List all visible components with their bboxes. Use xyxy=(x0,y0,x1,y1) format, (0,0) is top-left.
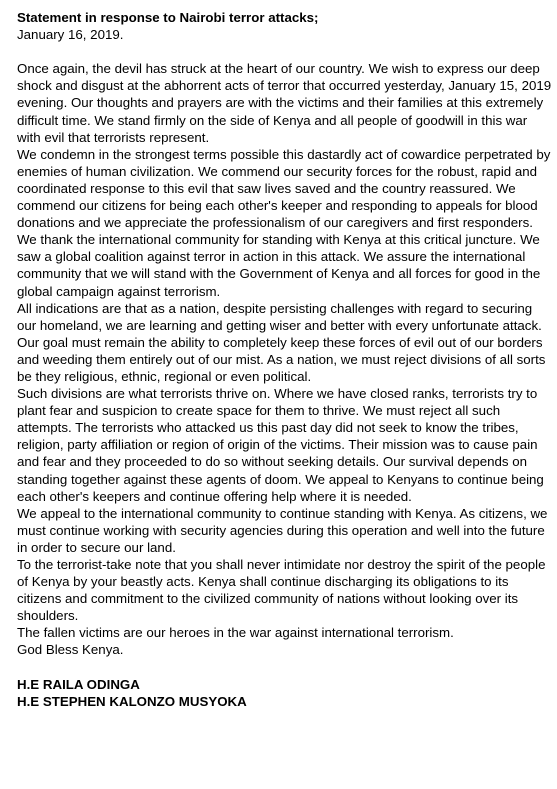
paragraph-opening: Once again, the devil has struck at the heart of our country. We wish to express our deep shock and disgust at the abhorrent acts of terror that occurred yesterday, January 15, 2019 evening. Our thoughts and prayers are with the victims and their families at this extremely difficult time. We stand firmly on the side of Kenya and all people of goodwill in this war with evil that terrorists represent. xyxy=(17,61,552,145)
paragraph-blessing: God Bless Kenya. xyxy=(17,642,124,658)
signatory-name: H.E RAILA ODINGA xyxy=(17,676,140,692)
paragraph-fallen-heroes: The fallen victims are our heroes in the war against international terrorism. xyxy=(17,625,454,641)
paragraph-condemnation: We condemn in the strongest terms possible this dastardly act of cowardice perpetrated by enemies of human civilization. We commend our security forces for the robust, rapid and coordinated response to this evil that saw lives saved and the country reassured. We commend our citizens for being each other's keeper and responding to appeals for blood donations and we appreciate the professionalism of our caregivers and first responders. xyxy=(17,146,551,231)
statement-document xyxy=(17,9,553,710)
paragraph-divisions: Such divisions are what terrorists thrive on. Where we have closed ranks, terrorists try to plant fear and suspicion to create space for them to thrive. We must reject all such attempts. The terrorists who attacked us this past day did not seek to know the tribes, religion, party affiliation or region of origin of the victims. Their mission was to cause pain and fear and they proceeded to do so without seeking details. Our survival depends on standing together against these agents of doom. We appeal to Kenyans to continue being each other's keepers and continue offering help where it is needed. xyxy=(17,386,544,504)
statement-date: January 16, 2019. xyxy=(17,27,124,43)
paragraph-international-thanks: We thank the international community for standing with Kenya at this critical juncture. We saw a global coalition against terror in action in this attack. We assure the international community that we will stand with the Government of Kenya and all forces for good in the global campaign against terrorism. xyxy=(17,232,541,299)
statement-title-punct: ; xyxy=(314,10,319,25)
paragraph-terrorist-warning: To the terrorist-take note that you shall never intimidate nor destroy the spirit of the people of Kenya by your beastly acts. Kenya shall continue discharging its obligations to its citizens and commitment to the civilized community of nations without looking over its shoulders. xyxy=(17,557,546,624)
statement-title xyxy=(17,9,553,26)
signature-block xyxy=(17,676,553,710)
statement-title-text: Statement in response to Nairobi terror attacks xyxy=(17,10,315,25)
paragraph-international-appeal: We appeal to the international community to continue standing with Kenya. As citizens, we must continue working with security agencies during this operation and well into the future in order to secure our land. xyxy=(17,505,548,555)
paragraph-national-unity: All indications are that as a nation, despite persisting challenges with regard to securing our homeland, we are learning and getting wiser and better with every unfortunate attack. Our goal must remain the ability to completely keep these forces of evil out of our borders and weeding them entirely out of our mist. As a nation, we must reject divisions of all sorts be they religious, ethnic, regional or even political. xyxy=(17,300,546,384)
signatory-name: H.E STEPHEN KALONZO MUSYOKA xyxy=(17,693,247,709)
